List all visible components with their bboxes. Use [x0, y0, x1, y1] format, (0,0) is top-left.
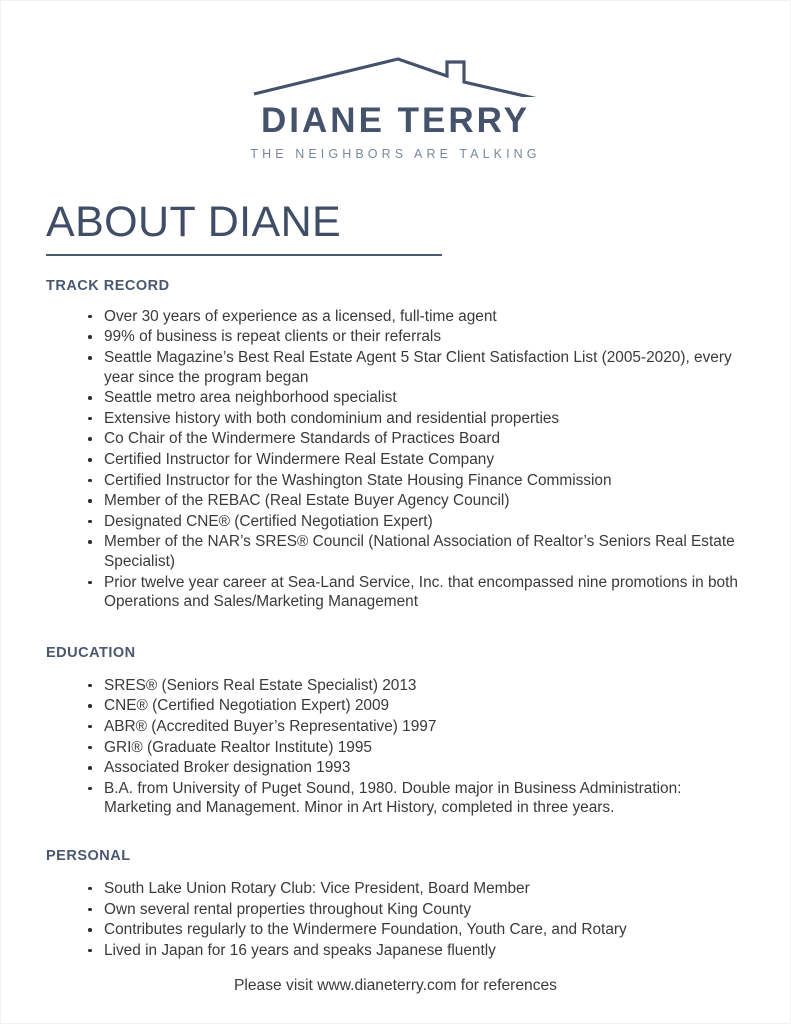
- list-item: Prior twelve year career at Sea-Land Service, Inc. that encompassed nine promotions in both Operations and Sales/Marketing Management: [104, 573, 750, 612]
- bullet-list-personal: [46, 879, 750, 960]
- bullet-list-education: [46, 676, 750, 818]
- list-item: Extensive history with both condominium and residential properties: [104, 409, 750, 429]
- list-item: CNE® (Certified Negotiation Expert) 2009: [104, 696, 750, 716]
- list-item: Member of the REBAC (Real Estate Buyer Agency Council): [104, 491, 750, 511]
- list-item: Associated Broker designation 1993: [104, 758, 750, 778]
- logo-tagline: THE NEIGHBORS ARE TALKING: [250, 146, 541, 161]
- brand-logo: [1, 1, 790, 161]
- section-heading: PERSONAL: [46, 847, 131, 864]
- list-item: Seattle metro area neighborhood specialist: [104, 388, 750, 408]
- list-item: Seattle Magazine’s Best Real Estate Agent 5 Star Client Satisfaction List (2005-2020), every year since the program began: [104, 348, 750, 387]
- house-roofline-icon: [251, 53, 541, 97]
- list-item: Designated CNE® (Certified Negotiation Expert): [104, 512, 750, 532]
- section-track-record: [46, 278, 750, 612]
- section-personal: [46, 848, 750, 960]
- title-divider: [46, 254, 442, 256]
- bullet-list-track-record: [46, 307, 750, 612]
- list-item: B.A. from University of Puget Sound, 1980. Double major in Business Administration: Marketing and Management. Minor in Art History, completed in three years.: [104, 779, 750, 818]
- list-item: Certified Instructor for the Washington State Housing Finance Commission: [104, 471, 750, 491]
- list-item: SRES® (Seniors Real Estate Specialist) 2013: [104, 676, 750, 696]
- page-title: ABOUT DIANE: [46, 197, 342, 246]
- list-item: Lived in Japan for 16 years and speaks Japanese fluently: [104, 941, 750, 961]
- list-item: Over 30 years of experience as a licensed, full-time agent: [104, 307, 750, 327]
- footer-note: Please visit www.dianeterry.com for references: [234, 977, 557, 994]
- logo-name: DIANE TERRY: [261, 101, 530, 140]
- list-item: GRI® (Graduate Realtor Institute) 1995: [104, 738, 750, 758]
- list-item: Co Chair of the Windermere Standards of Practices Board: [104, 429, 750, 449]
- document-content: [1, 197, 790, 961]
- section-heading: TRACK RECORD: [46, 277, 170, 294]
- list-item: Contributes regularly to the Windermere Foundation, Youth Care, and Rotary: [104, 920, 750, 940]
- section-education: [46, 645, 750, 818]
- list-item: South Lake Union Rotary Club: Vice President, Board Member: [104, 879, 750, 899]
- list-item: 99% of business is repeat clients or their referrals: [104, 327, 750, 347]
- list-item: Own several rental properties throughout King County: [104, 900, 750, 920]
- section-heading: EDUCATION: [46, 644, 136, 661]
- list-item: Member of the NAR’s SRES® Council (National Association of Realtor’s Seniors Real Estate Specialist): [104, 532, 750, 571]
- list-item: Certified Instructor for Windermere Real Estate Company: [104, 450, 750, 470]
- list-item: ABR® (Accredited Buyer’s Representative) 1997: [104, 717, 750, 737]
